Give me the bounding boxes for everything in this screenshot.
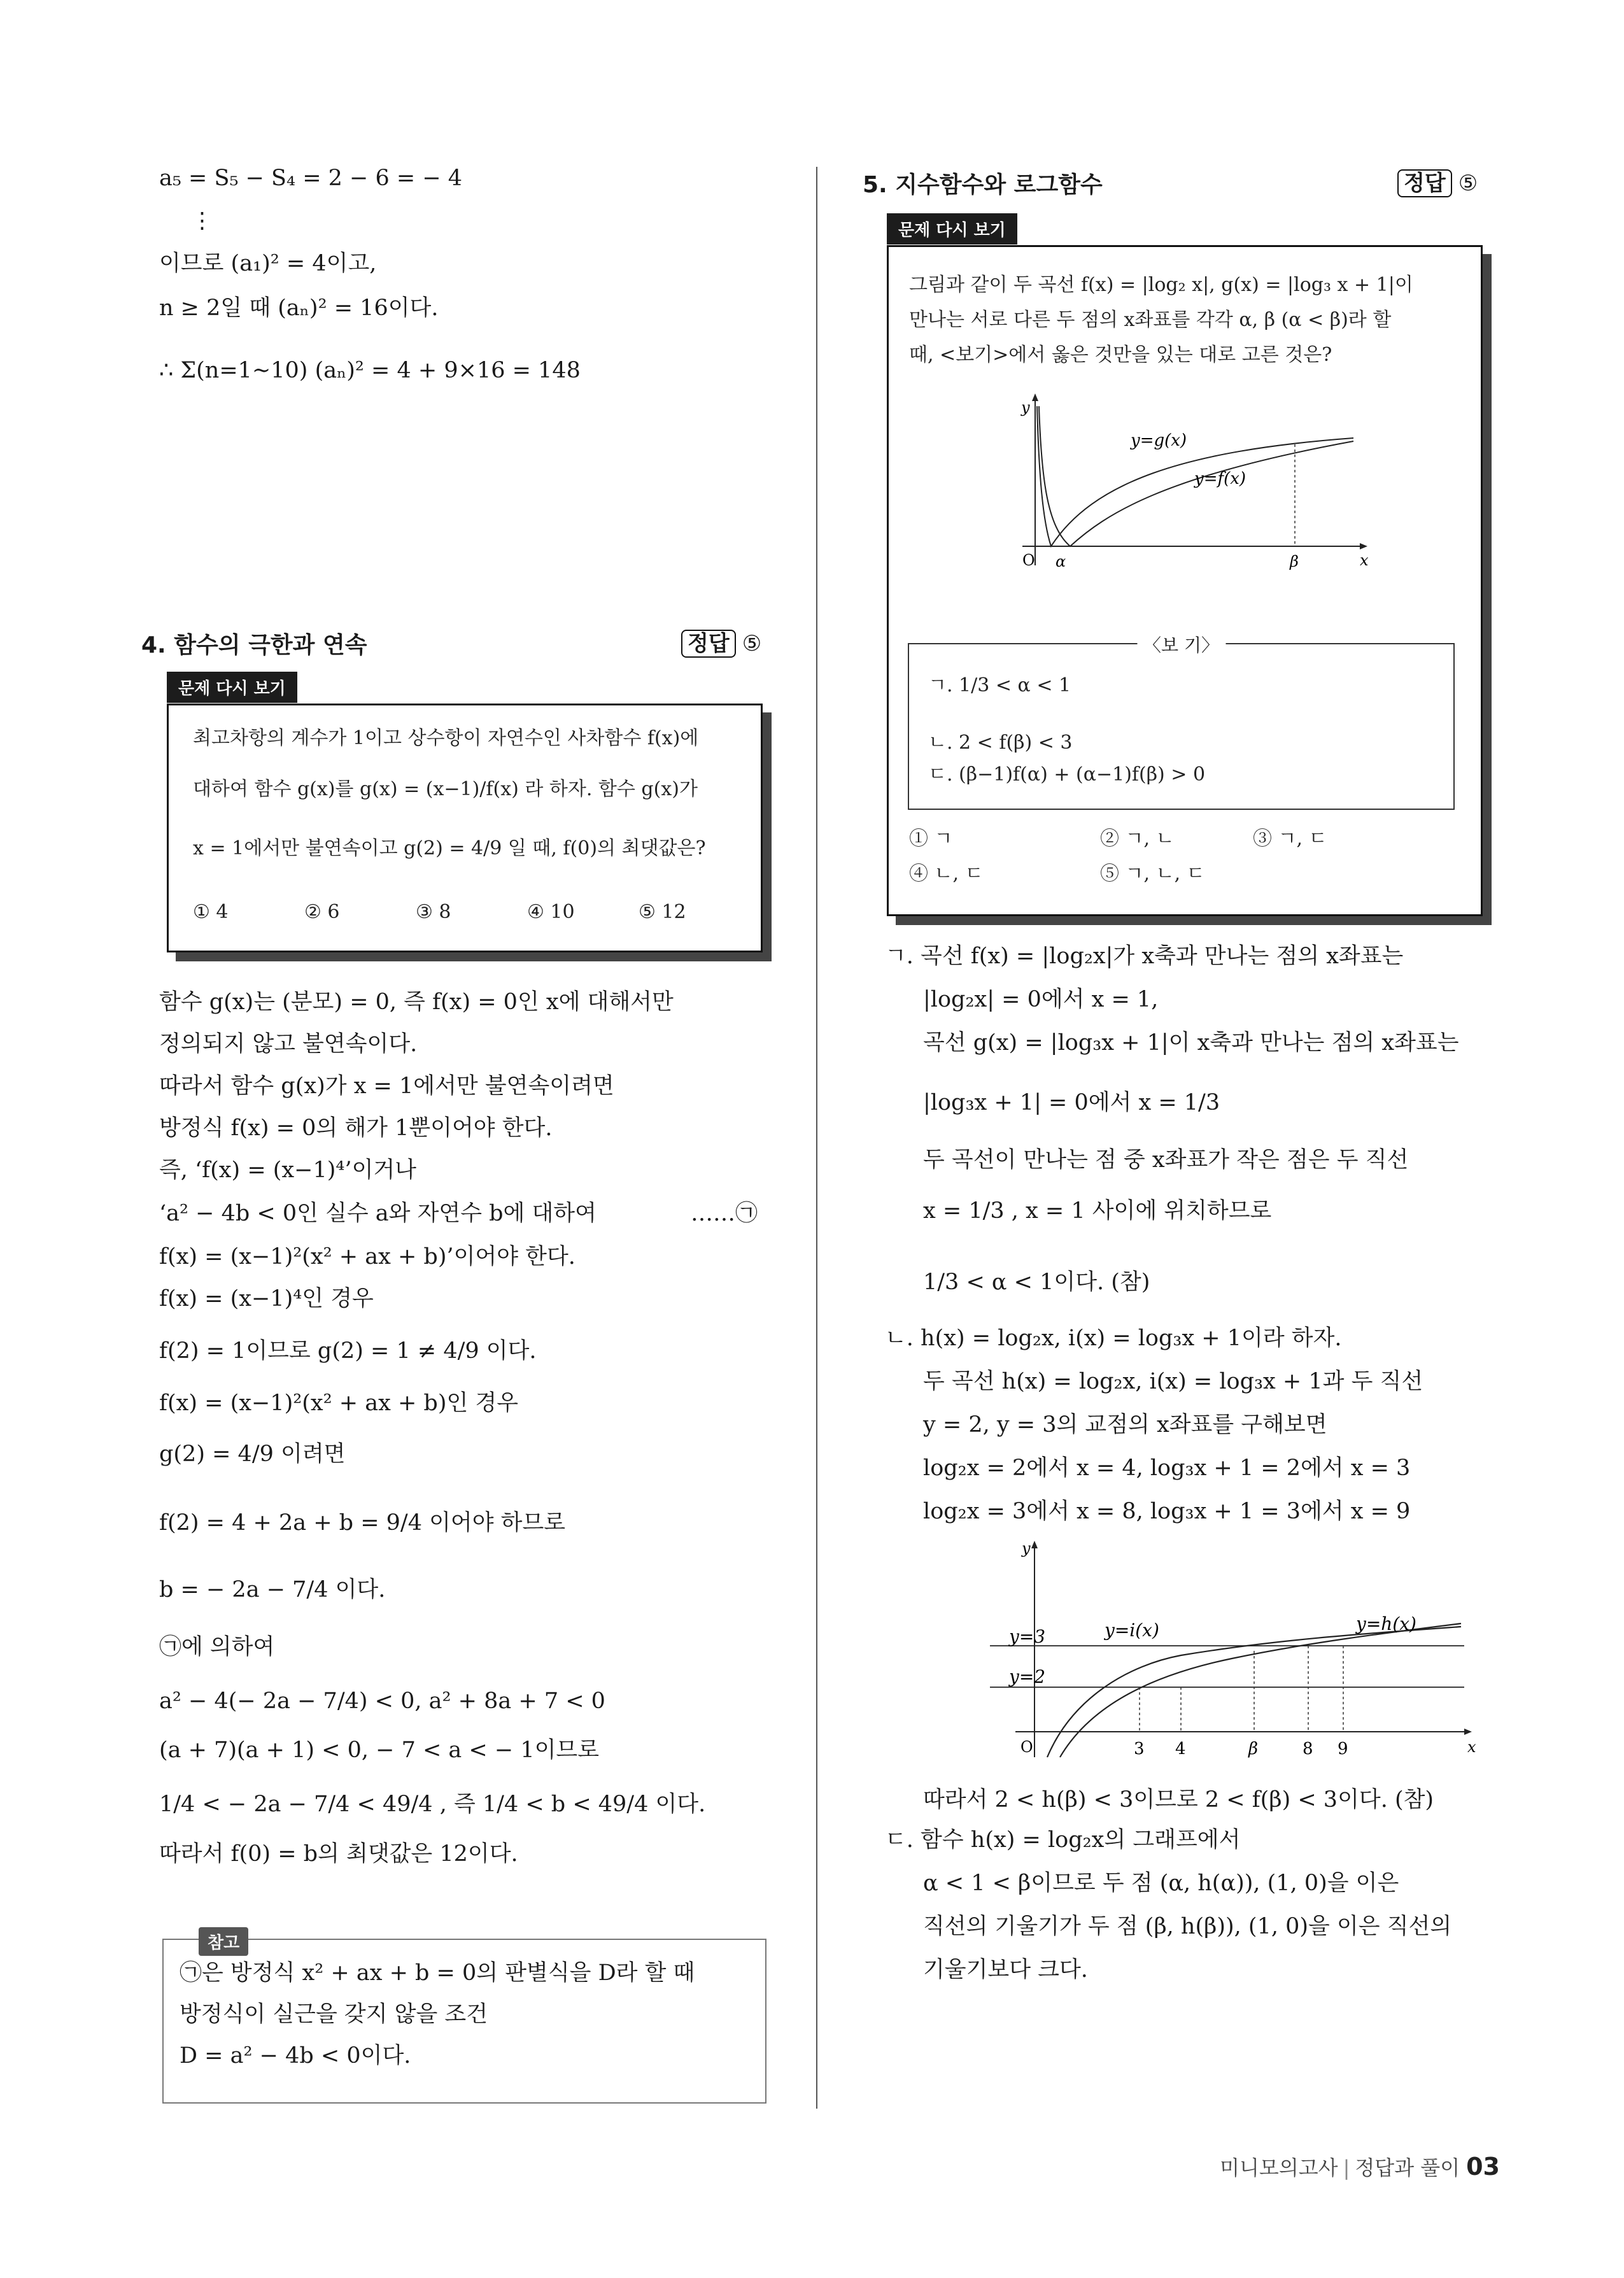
choice-list (193, 900, 686, 925)
x-axis-label: x (1360, 551, 1369, 569)
solution-line: log₂x = 3에서 x = 8, log₃x + 1 = 3에서 x = 9 (923, 1499, 1411, 1524)
answer-badge (681, 626, 761, 657)
solution-line: 즉, ‘f(x) = (x−1)⁴’이거나 (159, 1157, 416, 1183)
equation-marker: ……㉠ (691, 1201, 758, 1226)
problem-box (887, 245, 1483, 916)
math-line: n ≥ 2일 때 (aₙ)² = 16이다. (159, 295, 439, 321)
review-label: 문제 다시 보기 (167, 672, 297, 703)
answer-badge (1397, 166, 1478, 197)
column-divider (816, 167, 817, 2109)
answer-value: ⑤ (1458, 171, 1478, 196)
solution-line: f(x) = (x−1)²(x² + ax + b)’이어야 한다. (159, 1244, 575, 1270)
answer-value: ⑤ (742, 631, 762, 656)
solution-line: 함수 g(x)는 (분모) = 0, 즉 f(x) = 0인 x에 대해서만 (159, 989, 674, 1015)
y-axis-label: y (1022, 1539, 1031, 1557)
solution-line: ㄷ. 함수 h(x) = log₂x의 그래프에서 (885, 1827, 1241, 1853)
math-line: a₅ = S₅ − S₄ = 2 − 6 = − 4 (159, 166, 463, 191)
review-label: 문제 다시 보기 (887, 213, 1017, 244)
solution-line: 두 곡선 h(x) = log₂x, i(x) = log₃x + 1과 두 직선 (923, 1369, 1423, 1394)
solution-line: 1/3 < α < 1이다. (참) (923, 1270, 1150, 1295)
math-line: ∴ Σ(n=1~10) (aₙ)² = 4 + 9×16 = 148 (159, 358, 581, 383)
tick-beta: β (1248, 1739, 1259, 1758)
choice-5: ⑤ 12 (639, 901, 686, 923)
vertical-ellipsis: ⋮ (191, 208, 213, 234)
page-footer (1220, 2152, 1500, 2181)
section-4-title: 4. 함수의 극한과 연속 (141, 632, 367, 658)
reference-note (162, 1934, 766, 2104)
solution-line: f(2) = 1이므로 g(2) = 1 ≠ 4/9 이다. (159, 1338, 537, 1364)
y2-label: y=2 (1009, 1666, 1046, 1687)
solution-line: 기울기보다 크다. (923, 1957, 1088, 1983)
solution-line: 방정식 f(x) = 0의 해가 1뿐이어야 한다. (159, 1115, 553, 1141)
problem-line: 만나는 서로 다른 두 점의 x좌표를 각각 α, β (α < β)라 할 (909, 309, 1392, 331)
problem-box (167, 704, 763, 952)
bogi-item: ㄱ. 1/3 < α < 1 (928, 674, 1071, 697)
solution-line: g(2) = 4/9 이려면 (159, 1441, 346, 1467)
note-line: D = a² − 4b < 0이다. (180, 2043, 411, 2069)
solution-line: ‘a² − 4b < 0인 실수 a와 자연수 b에 대하여 (159, 1201, 597, 1226)
solution-line: 직선의 기울기가 두 점 (β, h(β)), (1, 0)을 이은 직선의 (923, 1914, 1452, 1939)
solution-line: x = 1/3 , x = 1 사이에 위치하므로 (923, 1198, 1272, 1224)
g-curve-label: y=g(x) (1131, 431, 1187, 450)
origin-label: O (1020, 1738, 1033, 1756)
y3-label: y=3 (1009, 1626, 1046, 1647)
tick-3: 3 (1134, 1739, 1145, 1758)
i-curve-label: y=i(x) (1105, 1620, 1159, 1641)
bogi-title: 〈보 기〉 (1137, 632, 1225, 657)
note-line: ㉠은 방정식 x² + ax + b = 0의 판별식을 D라 할 때 (180, 1960, 695, 1986)
solution-line: ㉠에 의하여 (159, 1634, 275, 1660)
origin-label: O (1022, 551, 1035, 569)
tick-8: 8 (1303, 1739, 1313, 1758)
y-axis-arrow (1031, 1541, 1038, 1548)
answer-tag: 정답 (1397, 169, 1452, 197)
choice-3: ③ 8 (416, 901, 451, 923)
solution-line: log₂x = 2에서 x = 4, log₃x + 1 = 2에서 x = 3 (923, 1455, 1411, 1481)
problem-line: 때, <보기>에서 옳은 것만을 있는 대로 고른 것은? (909, 344, 1332, 366)
x-axis-arrow (1464, 1729, 1472, 1735)
problem-line: 최고차항의 계수가 1이고 상수항이 자연수인 사차함수 f(x)에 (193, 727, 699, 749)
footer-section: 정답과 풀이 (1355, 2156, 1460, 2180)
solution-line: 정의되지 않고 불연속이다. (159, 1031, 418, 1057)
graph-f-g (1003, 387, 1373, 591)
solution-line: |log₃x + 1| = 0에서 x = 1/3 (923, 1090, 1220, 1115)
solution-line: f(x) = (x−1)⁴인 경우 (159, 1286, 374, 1312)
solution-line: f(2) = 4 + 2a + b = 9/4 이어야 하므로 (159, 1510, 566, 1536)
solution-line: α < 1 < β이므로 두 점 (α, h(α)), (1, 0)을 이은 (923, 1871, 1399, 1896)
solution-line: ㄴ. h(x) = log₂x, i(x) = log₃x + 1이라 하자. (885, 1326, 1342, 1351)
problem-line: 그림과 같이 두 곡선 f(x) = |log₂ x|, g(x) = |log₃ x + 1|이 (909, 274, 1413, 296)
choice-2: ② ㄱ, ㄴ (1100, 828, 1175, 850)
solution-line: (a + 7)(a + 1) < 0, − 7 < a < − 1이므로 (159, 1737, 600, 1763)
solution-line: 곡선 g(x) = |log₃x + 1|이 x축과 만나는 점의 x좌표는 (923, 1030, 1459, 1056)
footer-separator: | (1343, 2156, 1350, 2180)
answer-tag: 정답 (681, 630, 736, 658)
solution-line: 따라서 함수 g(x)가 x = 1에서만 불연속이려면 (159, 1073, 614, 1099)
bogi-box (908, 635, 1455, 810)
solution-line: a² − 4(− 2a − 7/4) < 0, a² + 8a + 7 < 0 (159, 1688, 605, 1714)
f-curve-label: y=f(x) (1194, 469, 1246, 488)
solution-line: b = − 2a − 7/4 이다. (159, 1577, 386, 1602)
x-axis-label: x (1467, 1738, 1476, 1756)
graph-h-i (990, 1538, 1486, 1767)
math-line: 이므로 (a₁)² = 4이고, (159, 251, 377, 276)
solution-line: 두 곡선이 만나는 점 중 x좌표가 작은 점은 두 직선 (923, 1147, 1409, 1173)
bogi-item: ㄴ. 2 < f(β) < 3 (928, 732, 1073, 754)
page-number: 03 (1466, 2153, 1500, 2181)
solution-line: ㄱ. 곡선 f(x) = |log₂x|가 x축과 만나는 점의 x좌표는 (885, 944, 1404, 969)
solution-line: y = 2, y = 3의 교점의 x좌표를 구해보면 (923, 1412, 1327, 1438)
choice-1: ① ㄱ (909, 828, 953, 850)
solution-line: 따라서 f(0) = b의 최댓값은 12이다. (159, 1841, 518, 1867)
beta-label: β (1290, 553, 1299, 570)
solution-line: f(x) = (x−1)²(x² + ax + b)인 경우 (159, 1390, 519, 1416)
problem-line: 대하여 함수 g(x)를 g(x) = (x−1)/f(x) 라 하자. 함수 g(x)가 (193, 778, 698, 800)
y-axis-label: y (1021, 399, 1030, 416)
tick-9: 9 (1338, 1739, 1348, 1758)
note-line: 방정식이 실근을 갖지 않을 조건 (180, 2002, 488, 2027)
section-5-title: 5. 지수함수와 로그함수 (863, 172, 1103, 198)
choice-5: ⑤ ㄱ, ㄴ, ㄷ (1100, 863, 1205, 885)
solution-line: 따라서 2 < h(β) < 3이므로 2 < f(β) < 3이다. (참) (923, 1787, 1434, 1813)
tick-4: 4 (1175, 1739, 1186, 1758)
choice-4: ④ ㄴ, ㄷ (909, 863, 984, 885)
choice-1: ① 4 (193, 901, 229, 923)
h-curve-label: y=h(x) (1356, 1613, 1416, 1634)
footer-book: 미니모의고사 (1220, 2156, 1338, 2180)
bogi-item: ㄷ. (β−1)f(α) + (α−1)f(β) > 0 (928, 763, 1206, 786)
note-label: 참고 (199, 1927, 248, 1956)
solution-line: |log₂x| = 0에서 x = 1, (923, 987, 1159, 1012)
solution-line: 1/4 < − 2a − 7/4 < 49/4 , 즉 1/4 < b < 49/4 이다. (159, 1792, 706, 1817)
alpha-label: α (1056, 553, 1066, 570)
y-axis-arrow (1032, 393, 1038, 401)
x-axis-arrow (1360, 543, 1367, 549)
choice-3: ③ ㄱ, ㄷ (1253, 828, 1327, 850)
choice-2: ② 6 (304, 901, 340, 923)
problem-line: x = 1에서만 불연속이고 g(2) = 4/9 일 때, f(0)의 최댓값은? (193, 837, 706, 860)
choice-4: ④ 10 (527, 901, 575, 923)
